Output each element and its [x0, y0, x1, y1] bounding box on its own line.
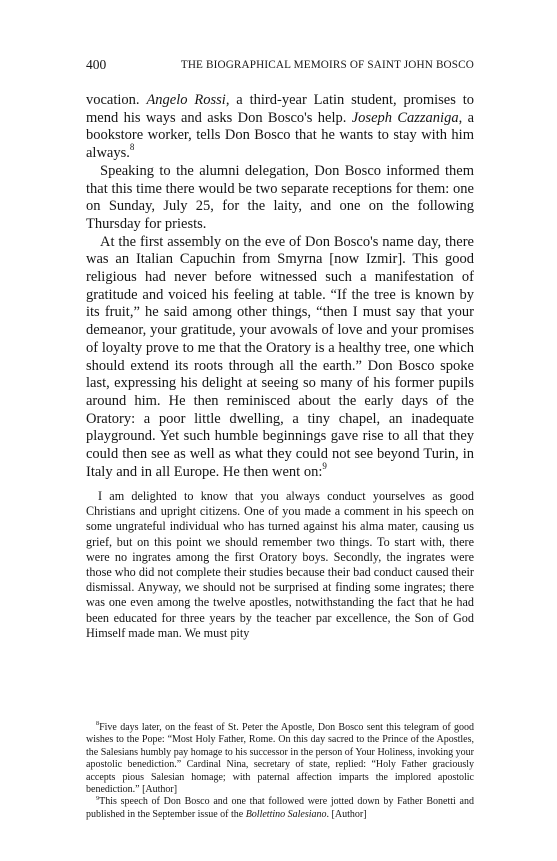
page-number: 400: [86, 57, 107, 72]
quote-text: I am delighted to know that you always conduct yourselves as good Christians and upright citizens. One of you made a comment in his speech on some ungrateful individual who has turned against his alma mater, causing us grief, but on this point we should remember two things. To start with, there were no ingrates among the first Oratory boys. Secondly, the ingrates were those who did not complete their studies because their bad conduct caused their dismissal. Anyway, we should not be surprised at finding some ingrates; there was one even among the twelve apostles, notwithstanding the fact that he had been educated for three years by the teacher par excellence, the Son of God Himself made man. We must pity: [86, 489, 474, 640]
paragraph-1: [86, 92, 474, 163]
footnote-9-text-a: This speech of Don Bosco and one that followed were jotted down by Father Bonetti and published in the September issue of the: [86, 796, 474, 820]
footnote-9-mark: 9: [96, 794, 100, 802]
footnote-9-text-b: . [Author]: [326, 808, 367, 820]
footnote-ref-8: 8: [129, 142, 135, 153]
body-text: [86, 92, 474, 481]
paragraph-1-text-c: , a bookstore worker, tells Don Bosco that he wants to stay with him always.: [86, 109, 475, 162]
footnote-8-mark: 8: [96, 720, 100, 728]
block-quote: [86, 489, 474, 641]
paragraph-2: Speaking to the alumni delegation, Don Bosco informed them that this time there would be two separate receptions for them: one on Sunday, July 25, for the laity, and one on the following Thursday for priests.: [86, 162, 474, 232]
paragraph-1-text-b: , a third-year Latin student, promises to mend his ways and asks Don Bosco's help.: [86, 92, 474, 126]
name-angelo-rossi: Angelo Rossi: [146, 92, 226, 108]
footnote-8-text: Five days later, on the feast of St. Peter the Apostle, Don Bosco sent this telegram of good wishes to the Pope: “Most Holy Father, Rome. On this day sacred to the Prince of the Apostles, the Salesians humbly pay homage to his successor in the person of Your Holiness, invoking your apostolic benediction.” Cardinal Nina, secretary of state, replied: “Holy Father graciously accepts pious Salesian homage; with paternal affection imparts the implored apostolic benediction.” [Author]: [86, 722, 474, 796]
running-head: THE BIOGRAPHICAL MEMOIRS OF SAINT JOHN BOSCO: [180, 59, 474, 71]
paragraph-3-text: At the first assembly on the eve of Don Bosco's name day, there was an Italian Capuchin from Smyrna [now Izmir]. This good religious had never before witnessed such a manifestation of gratitude and voiced his feeling at table. “If the tree is known by its fruit,” he said among other things, “then I must say that your demeanor, your gratitude, your avowals of love and your promises of loyalty prove to me that the Oratory is a healthy tree, one which should extend its roots through all the earth.” Don Bosco spoke last, expressing his delight at seeing so many of his former pupils around him. He then reminisced about the early days of the Oratory: a poor little dwelling, a tiny chapel, an inadequate playground. Yet such humble beginnings gave rise to all that they could then see as well as what they could not see beyond Turin, in Italy and in all Europe. He then went on:: [86, 233, 474, 480]
page-header: [86, 57, 474, 73]
paragraph-1-text-a: vocation.: [86, 92, 147, 108]
footnote-8: [86, 722, 474, 796]
name-joseph-cazzaniga: Joseph Cazzaniga: [351, 109, 459, 126]
footnotes: [86, 722, 474, 821]
paragraph-3: [86, 234, 474, 482]
footnote-9-periodical-title: Bollettino Salesiano: [245, 808, 327, 820]
footnote-9: [86, 796, 474, 821]
footnote-ref-9: 9: [322, 461, 327, 472]
